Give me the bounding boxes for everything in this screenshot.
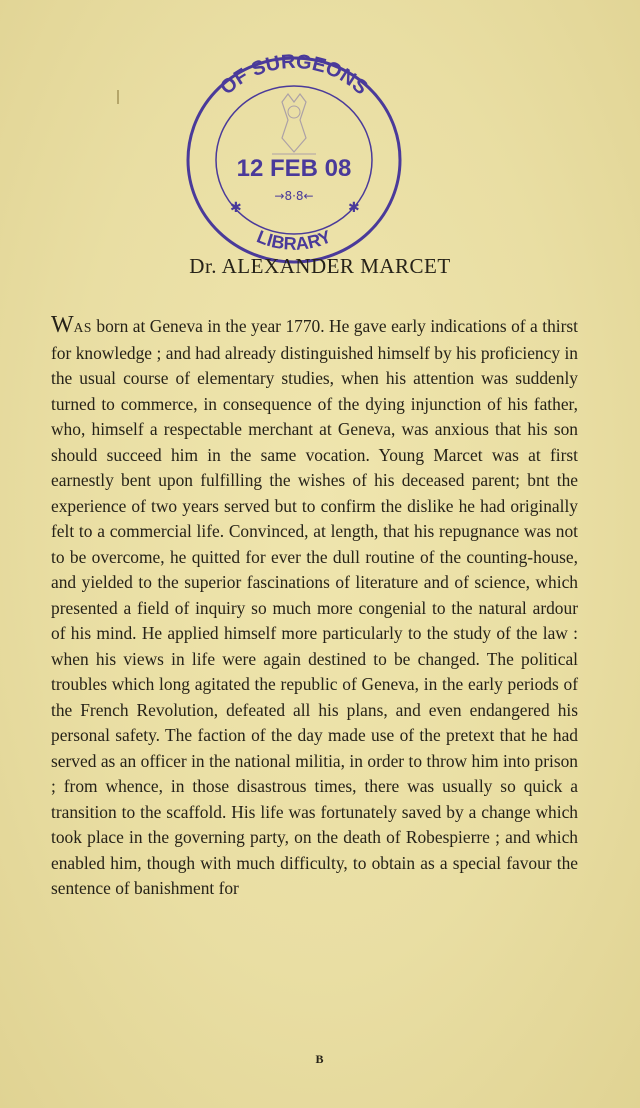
library-stamp xyxy=(170,42,418,272)
body-paragraph xyxy=(51,314,578,902)
stamp-bottom-arc: LIBRARY xyxy=(254,226,334,254)
stamp-top-arc: OF SURGEONS xyxy=(216,50,372,100)
title-name: ALEXANDER MARCET xyxy=(221,254,451,278)
title-prefix: Dr. xyxy=(189,254,218,278)
margin-mark xyxy=(117,90,119,104)
signature-mark: B xyxy=(315,1052,325,1066)
star-icon: ✱ xyxy=(348,201,360,216)
stamp-ornament: →8·8← xyxy=(274,189,314,203)
drop-capital: W xyxy=(51,312,74,338)
star-icon: ✱ xyxy=(230,201,242,216)
small-caps-opening: AS xyxy=(73,320,92,335)
page-title xyxy=(0,254,640,279)
paragraph-text: born at Geneva in the year 1770. He gave early indications of a thirst for knowledge ; and had already distinguished himself by his proficiency in the usual course of elementary studies, when his attention was suddenly turned to commerce, in consequence of the dying injunction of his father, who, himself a respectable merchant at Geneva, was anxious that his son should succeed him in the same vocation. Young Marcet was at first earnestly bent upon fulfilling the wishes of his deceased parent; bnt the experience of two years served but to confirm the dislike he had originally felt to a commercial life. Convinced, at length, that his repugnance was not to be overcome, he quitted for ever the dull routine of the counting-house, and yielded to the superior fascinations of literature and of science, which presented a field of inquiry so much more congenial to the natural ardour of his mind. He applied himself more particularly to the study of the law : when his views in life were again destined to be changed. The political troubles which long agitated the republic of Geneva, in the early periods of the French Revolution, defeated all his plans, and even endangered his personal safety. The faction of the day made use of the pretext that he had served as an officer in the national militia, in order to throw him into prison ; from whence, in those disastrous times, there was usually so quick a transition to the scaffold. His life was fortunately saved by a change which took place in the governing party, on the death of Robespierre ; and which enabled him, though with much difficulty, to obtain as a special favour the sentence of banishment for xyxy=(51,316,578,898)
stamp-date: 12 FEB 08 xyxy=(236,155,352,182)
crest-icon xyxy=(272,94,316,154)
stamp-graphic xyxy=(170,42,418,272)
